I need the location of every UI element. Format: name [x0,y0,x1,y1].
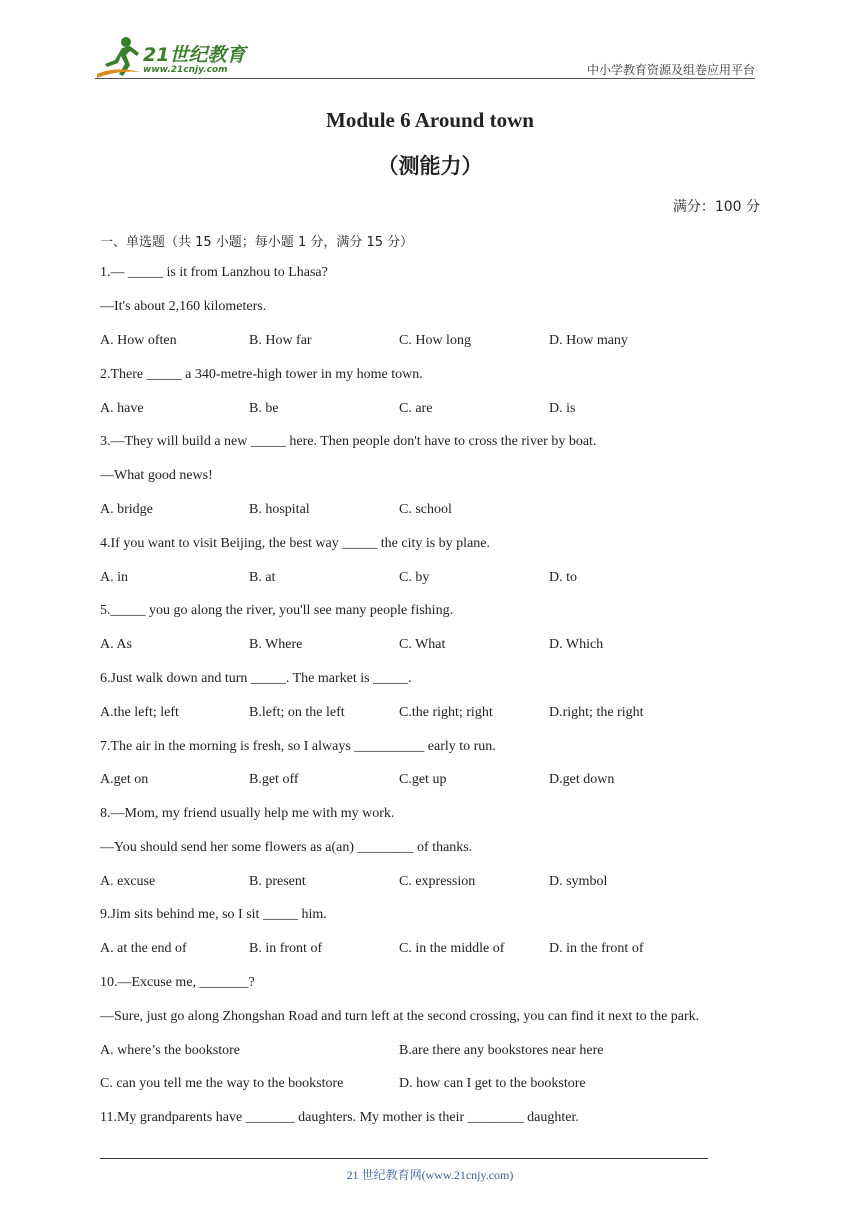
q5-option-c[interactable]: C. What [399,637,446,652]
question-1: 1.— _____ is it from Lanzhou to Lhasa? [100,265,328,280]
question-3: 3.—They will build a new _____ here. Then people don't have to cross the river by boat. [100,434,597,449]
section-heading: 一、单选题（共 15 小题；每小题 1 分，满分 15 分） [100,235,414,250]
question-8-answer-line: —You should send her some flowers as a(an) ________ of thanks. [100,840,473,855]
question-7: 7.The air in the morning is fresh, so I always __________ early to run. [100,739,496,754]
question-6: 6.Just walk down and turn _____. The market is _____. [100,671,412,686]
q2-option-b[interactable]: B. be [249,401,279,416]
page-title: Module 6 Around town [326,108,534,132]
q4-option-c[interactable]: C. by [399,570,430,585]
q7-option-a[interactable]: A.get on [100,772,149,787]
q6-option-d[interactable]: D.right; the right [549,705,644,720]
q3-option-b[interactable]: B. hospital [249,502,310,517]
question-10-answer-line: —Sure, just go along Zhongshan Road and turn left at the second crossing, you can find it next to the park. [100,1009,700,1024]
q7-option-b[interactable]: B.get off [249,772,299,787]
runner-logo-icon [95,34,143,80]
q10-option-a[interactable]: A. where’s the bookstore [100,1043,240,1058]
q9-option-d[interactable]: D. in the front of [549,941,644,956]
question-11: 11.My grandparents have _______ daughters. My mother is their ________ daughter. [100,1110,579,1125]
question-10: 10.—Excuse me, _______? [100,975,255,990]
q10-option-d[interactable]: D. how can I get to the bookstore [399,1076,586,1091]
q3-option-c[interactable]: C. school [399,502,452,517]
total-score: 满分：100 分 [672,199,760,215]
q7-option-d[interactable]: D.get down [549,772,615,787]
q1-option-c[interactable]: C. How long [399,333,471,348]
question-5: 5._____ you go along the river, you'll see many people fishing. [100,603,454,618]
q1-option-d[interactable]: D. How many [549,333,628,348]
q5-option-b[interactable]: B. Where [249,637,303,652]
q6-option-b[interactable]: B.left; on the left [249,705,345,720]
q3-option-a[interactable]: A. bridge [100,502,153,517]
q4-option-d[interactable]: D. to [549,570,577,585]
logo [95,34,265,80]
q9-option-a[interactable]: A. at the end of [100,941,187,956]
q2-option-a[interactable]: A. have [100,401,144,416]
q7-option-c[interactable]: C.get up [399,772,447,787]
q8-option-a[interactable]: A. excuse [100,874,156,889]
q2-option-d[interactable]: D. is [549,401,576,416]
q9-option-c[interactable]: C. in the middle of [399,941,505,956]
question-8: 8.—Mom, my friend usually help me with my work. [100,806,395,821]
q6-option-a[interactable]: A.the left; left [100,705,179,720]
q5-option-d[interactable]: D. Which [549,637,604,652]
footer-divider [100,1158,708,1159]
q8-option-d[interactable]: D. symbol [549,874,608,889]
question-9: 9.Jim sits behind me, so I sit _____ him. [100,907,327,922]
q6-option-c[interactable]: C.the right; right [399,705,493,720]
q8-option-b[interactable]: B. present [249,874,306,889]
q9-option-b[interactable]: B. in front of [249,941,323,956]
q4-option-a[interactable]: A. in [100,570,128,585]
page-footer: 21 世纪教育网(www.21cnjy.com) [346,1168,514,1182]
page-subtitle: （测能力） [377,154,483,178]
question-4: 4.If you want to visit Beijing, the best way _____ the city is by plane. [100,536,490,551]
q10-option-b[interactable]: B.are there any bookstores near here [399,1043,604,1058]
page-header [95,34,755,80]
question-1-answer-line: —It's about 2,160 kilometers. [100,299,267,314]
q4-option-b[interactable]: B. at [249,570,276,585]
q5-option-a[interactable]: A. As [100,637,132,652]
question-2: 2.There _____ a 340-metre-high tower in my home town. [100,367,423,382]
question-3-answer-line: —What good news! [100,468,213,483]
q2-option-c[interactable]: C. are [399,401,433,416]
header-divider [95,78,755,79]
logo-url: www.21cnjy.com [143,65,228,75]
q1-option-b[interactable]: B. How far [249,333,312,348]
q10-option-c[interactable]: C. can you tell me the way to the bookstore [100,1076,344,1091]
q1-option-a[interactable]: A. How often [100,333,177,348]
logo-text: 21世纪教育 [143,44,246,66]
platform-name: 中小学教育资源及组卷应用平台 [586,63,755,77]
q8-option-c[interactable]: C. expression [399,874,476,889]
